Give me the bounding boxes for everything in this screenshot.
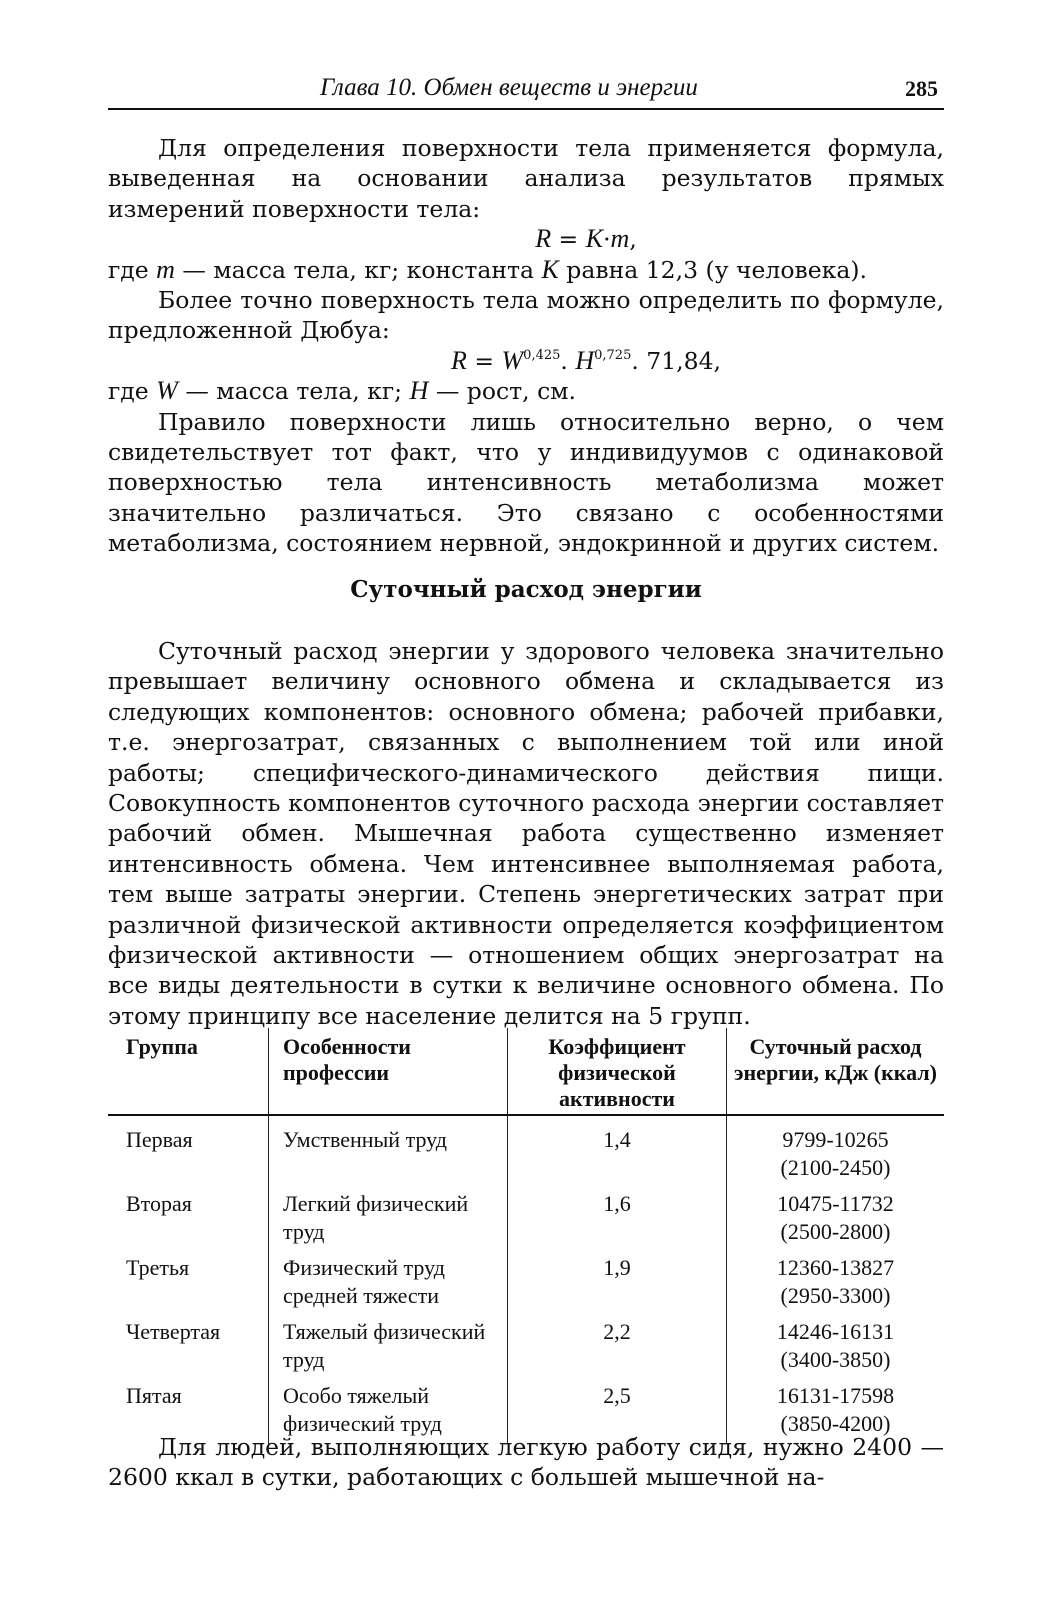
cell-profession: Физический труд средней тяжести [269,1252,508,1316]
cell-energy: 9799-10265 (2100-2450) [727,1115,945,1188]
header-coefficient: Коэффициент физической активности [508,1028,727,1115]
cell-coefficient: 2,2 [508,1316,727,1380]
cell-profession: Умственный труд [269,1115,508,1188]
cell-coefficient: 2,5 [508,1380,727,1444]
table-row [108,1188,944,1252]
cell-profession: Тяжелый физический труд [269,1316,508,1380]
formula-legend-1: где m — масса тела, кг; константа K равна 12,3 (у человека). [108,254,867,284]
page-header [108,64,944,110]
cell-energy: 16131-17598 (3850-4200) [727,1380,945,1444]
cell-energy: 12360-13827 (2950-3300) [727,1252,945,1316]
header-profession: Особенности профессии [269,1028,508,1115]
cell-profession: Легкий физический труд [269,1188,508,1252]
paragraph-daily-energy: Суточный расход энергии у здорового человека значительно превышает величину основного обмена и складывается из следующих компонентов: основного обмена; рабочей прибавки, т.е. энергозатрат, связанных с выполнением той или иной работы; специфического-динамического действия пищи. Совокупность компонентов суточного расхода энергии составляет рабочий обмен. Мышечная работа существенно изменяет интенсивность обмена. Чем интенсивнее выполняемая работа, тем выше затраты энергии. Степень энергетических затрат при различной физической активности определяется коэффициентом физической активности — отношением общих энергозатрат на все виды деятельности в сутки к величине основного обмена. По этому принципу все население делится на 5 групп. [108,637,944,1030]
cell-profession: Особо тяжелый физический труд [269,1380,508,1444]
paragraph-dubois: Более точно поверхность тела можно определить по формуле, предложенной Дюбуа: [108,286,944,345]
table-row [108,1316,944,1380]
cell-group: Третья [126,1255,190,1280]
formula-surface: R = K·m, [535,224,637,254]
header-energy: Суточный расход энергии, кДж (ккал) [727,1028,945,1115]
closing-text [108,1432,944,1493]
paragraph-surface-rule: Правило поверхности лишь относительно верно, о чем свидетельствует тот факт, что у индивидуумов с одинаковой поверхностью тела интенсивность метаболизма может значительно различаться. Это связано с особенностями метаболизма, состоянием нервной, эндокринной и других систем. [108,407,944,558]
section-title: Суточный расход энергии [350,576,702,603]
book-page [108,0,944,1600]
formula-dubois: R = W$^{0,425}$. H$^{0,725}$. 71,84, [450,345,722,375]
cell-group: Четвертая [126,1319,221,1344]
running-title: Глава 10. Обмен веществ и энергии [320,74,698,101]
cell-energy: 10475-11732 (2500-2800) [727,1188,945,1252]
activity-groups-table [108,1028,944,1436]
cell-coefficient: 1,6 [508,1188,727,1252]
formula-legend-2: где W — масса тела, кг; H — рост, см. [108,376,576,406]
cell-coefficient: 1,9 [508,1252,727,1316]
page-number: 285 [905,76,938,101]
paragraph-closing: Для людей, выполняющих легкую работу сидя, нужно 2400 — 2600 ккал в сутки, работающих с большей мышечной на- [108,1433,944,1492]
section-text [108,636,944,1031]
cell-energy: 14246-16131 (3400-3850) [727,1316,945,1380]
paragraph-body-surface: Для определения поверхности тела применяется формула, выведенная на основании анализа результатов прямых измерений поверхности тела: [108,134,944,223]
cell-coefficient: 1,4 [508,1115,727,1188]
intro-text [108,133,944,559]
table-header-row [108,1028,944,1115]
header-group: Группа [126,1034,198,1059]
table-row [108,1252,944,1316]
cell-group: Пятая [126,1383,182,1408]
table-row [108,1115,944,1188]
cell-group: Вторая [126,1191,192,1216]
cell-group: Первая [126,1127,193,1152]
